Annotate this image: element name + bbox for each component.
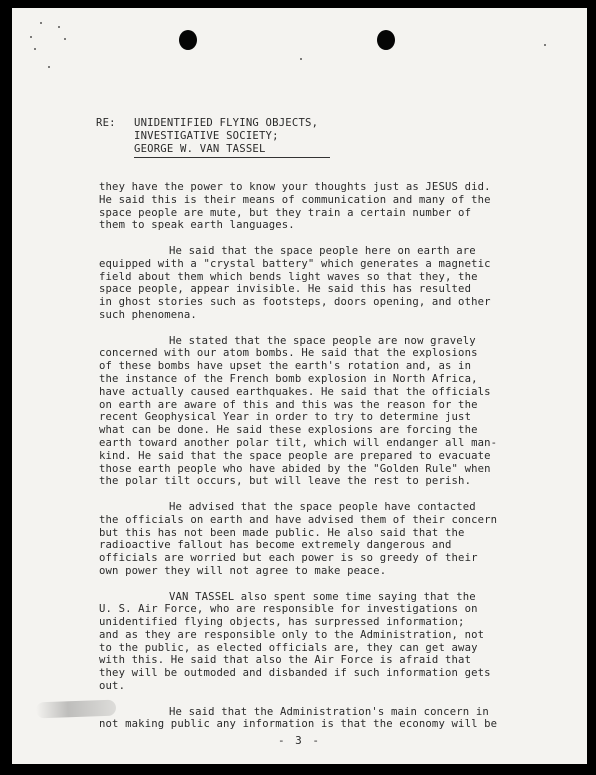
paragraph-6: He said that the Administration's main concern in not making public any information is that the economy will be [99,705,498,731]
page-number: - 3 - [277,734,322,747]
document-page [12,8,587,764]
scan-speck [58,26,60,28]
paragraph-3: He stated that the space people are now gravely concerned with our atom bombs. He said that the explosions of these bombs have upset the earth's rotation and, as in the instance of the French bomb explosion in North Africa, have actually caused earthquakes. He said that the officials on earth are aware of this and this was the reason for the recent Geophysical Year in order to try to determine just what can be done. He said these explosions are forcing the earth toward another polar tilt, which will endanger all man- kind. He said that the space people are prepared to evacuate those earth people who have abided by the "Golden Rule" when the polar tilt occurs, but will leave the rest to perish. [99,334,498,488]
scan-speck [40,22,42,24]
scan-speck [64,38,66,40]
scan-speck [34,48,36,50]
subject-line-1: UNIDENTIFIED FLYING OBJECTS, [134,117,319,129]
scan-speck [300,58,302,60]
subject-underline [134,157,330,158]
scan-speck [48,66,50,68]
paragraph-1: they have the power to know your thoughts just as JESUS did. He said this is their means of communication and many of the space people are mute, but they train a certain number of them to speak earth languages. [99,181,491,232]
body-text [99,181,564,744]
punch-hole-left [179,30,197,50]
smudge-mark [36,700,117,719]
paragraph-2: He said that the space people here on earth are equipped with a "crystal battery" which generates a magnetic field about them which bends light waves so that they, the space people, appear invisible. He said this has resulted in ghost stories such as footsteps, doors opening, and other such phenomena. [99,244,491,321]
paragraph-5: VAN TASSEL also spent some time saying that the U. S. Air Force, who are responsible for investigations on unidentified flying objects, has surpressed information; and as they are responsible only to the Administration, not to the public, as elected officials are, they can get away with this. He said that also the Air Force is afraid that they will be outmoded and disbanded if such information gets out. [99,590,491,693]
paragraph-4: He advised that the space people have contacted the officials on earth and have advised them of their concern but this has not been made public. He also said that the radioactive fallout has become extremely dangerous and officials are worried but each power is so greedy of their own power they will not agree to make peace. [99,500,498,577]
subject-label: RE: [96,117,116,129]
punch-hole-right [377,30,395,50]
subject-lines [134,117,318,156]
scan-speck [30,36,32,38]
subject-line-3: GEORGE W. VAN TASSEL [134,143,266,155]
scan-speck [544,44,546,46]
subject-line-2: INVESTIGATIVE SOCIETY; [134,130,279,142]
